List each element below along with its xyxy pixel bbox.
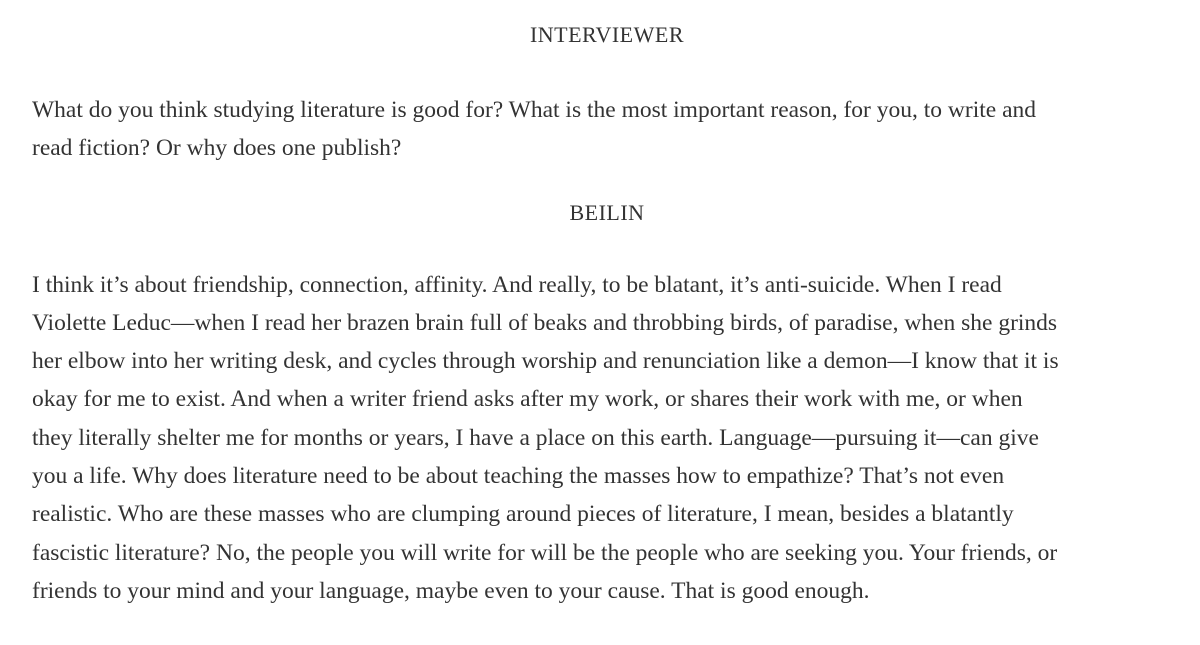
speaker-label-beilin: BEILIN (569, 199, 645, 225)
answer-line: fascistic literature? No, the people you will write for will be the people who are seeking you. Your friends, or (32, 539, 1058, 566)
answer-line: Violette Leduc—when I read her brazen brain full of beaks and throbbing birds, of paradise, when she grinds (32, 309, 1058, 336)
interview-article (32, 0, 1182, 610)
answer-line: friends to your mind and your language, maybe even to your cause. That is good enough. (32, 577, 870, 604)
answer-line: her elbow into her writing desk, and cycles through worship and renunciation like a demon—I know that it is (32, 348, 1059, 375)
speaker-label-interviewer: INTERVIEWER (529, 22, 685, 47)
beilin-answer (32, 266, 1182, 611)
answer-line: okay for me to exist. And when a writer friend asks after my work, or shares their work with me, or when (32, 386, 1023, 413)
question-line: read fiction? Or why does one publish? (32, 135, 402, 162)
question-line: What do you think studying literature is good for? What is the most important reason, for you, to write and (32, 97, 1036, 123)
answer-line: realistic. Who are these masses who are clumping around pieces of literature, I mean, besides a blatantly (32, 501, 1014, 528)
answer-line: you a life. Why does literature need to be about teaching the masses how to empathize? That’s not even (32, 463, 1005, 490)
interviewer-question (32, 91, 1182, 168)
answer-line: they literally shelter me for months or years, I have a place on this earth. Language—pursuing it—can give (32, 424, 1039, 451)
answer-line: I think it’s about friendship, connection, affinity. And really, to be blatant, it’s anti-suicide. When I read (32, 271, 1002, 298)
